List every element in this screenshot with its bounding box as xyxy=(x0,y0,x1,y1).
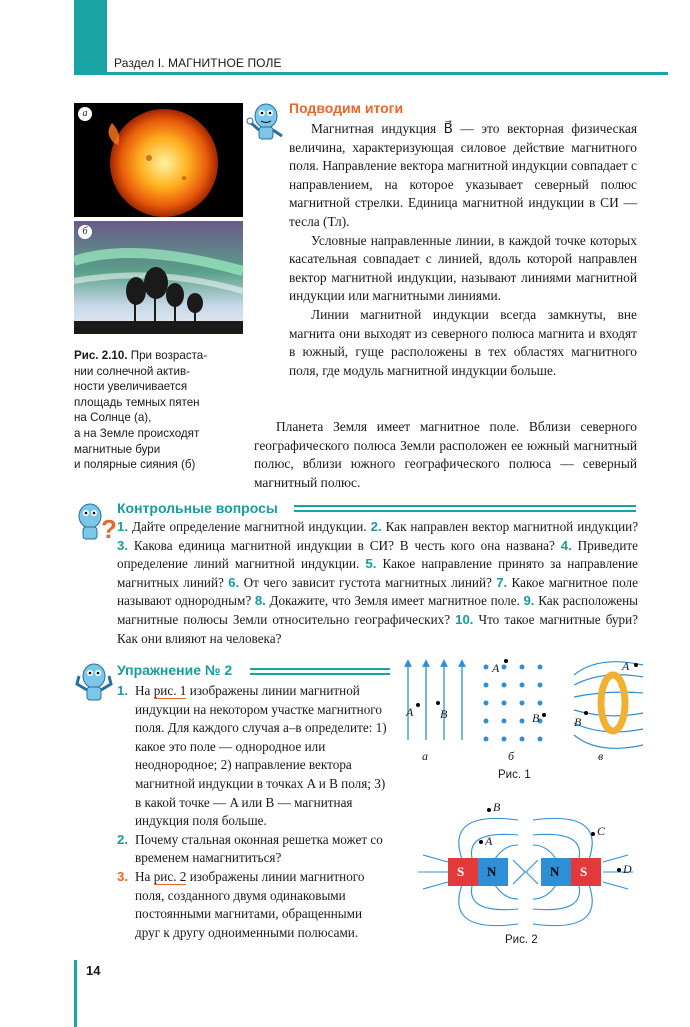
aurora-photo xyxy=(74,221,243,334)
field-lines-uniform xyxy=(408,663,462,740)
fig1b-point-b: B xyxy=(532,711,540,725)
figure-1 xyxy=(398,655,643,790)
questions-list xyxy=(117,518,638,648)
fig2-caption: Рис. 2 xyxy=(505,934,538,946)
figure-caption xyxy=(74,348,244,473)
exercise-text: Почему стальная оконная решетка может со временем намагнититься? xyxy=(135,831,383,866)
question-number: 10. xyxy=(455,611,474,627)
caption-line: а на Земле происходят xyxy=(74,426,200,440)
question-number: 2. xyxy=(370,519,382,534)
figure-ref-link[interactable]: рис. 1 xyxy=(153,683,187,698)
caption-line: на Солнце (а), xyxy=(74,411,152,425)
caption-line: нии солнечной актив- xyxy=(74,364,190,378)
questions-rule xyxy=(294,505,636,512)
mascot-summary-icon xyxy=(246,100,286,144)
fig2-point-a: A xyxy=(485,834,493,848)
header-rule xyxy=(74,72,668,75)
caption-line: площадь темных пятен xyxy=(74,395,200,409)
question-number: 7. xyxy=(496,574,508,590)
mascot-exercise-icon xyxy=(74,660,114,706)
exercise-text: изображены линии магнитной индукции на некотором участке магнитного поля. Для каждого случая а–в определите: 1) какое это поле — однородное или неоднородное; 2) направление вектора магнитной индукции в точках A и B поля; 3) в какой точке — A или B — магнитная индукция поля больше. xyxy=(135,683,387,829)
summary-paragraph: Линии магнитной индукции всегда замкнуты, вне магнита они выходят из северного полюса магнита и входят в южный, гуще расположены в тех областях магнитного поля, где модуль магнитной индукции больше. xyxy=(289,306,637,378)
summary-paragraph: Магнитная индукция B⃗ — это векторная физическая величина, характеризующая силовое действие магнитного поля. Направление вектора магнитной индукции совпадает с направлением, на которое указывает северный полюс магнитной стрелки. Единица магнитной индукции в СИ — тесла (Тл). xyxy=(289,121,637,229)
exercise-title: Упражнение № 2 xyxy=(117,662,233,678)
fig1a-point-a: A xyxy=(406,705,414,719)
photo-label-b: б xyxy=(78,225,92,239)
page-number: 14 xyxy=(86,963,101,978)
caption-number: Рис. 2.10. xyxy=(74,349,128,362)
exercise-number: 3. xyxy=(117,868,128,884)
fig1-caption: Рис. 1 xyxy=(498,769,531,781)
exercise-rule xyxy=(250,668,390,675)
fig2-point-c: C xyxy=(597,824,606,838)
summary-title: Подводим итоги xyxy=(289,100,404,116)
sun-photo xyxy=(74,103,243,217)
exercise-item xyxy=(117,868,387,942)
questions-title: Контрольные вопросы xyxy=(117,500,278,516)
question-text: Что такое магнитные бури? Как они влияют на человека? xyxy=(117,611,638,646)
question-number: 9. xyxy=(523,593,535,609)
question-text: Какова единица магнитной индукции в СИ? В честь кого она названа? xyxy=(133,537,555,553)
exercise-item xyxy=(117,831,387,868)
exercise-list xyxy=(117,682,387,942)
exercise-number: 1. xyxy=(117,683,128,698)
exercise-text: изображены линии магнитного поля, созданного двумя одинаковыми постоянными магнитами, обращенными друг к другу одноименными полюсами. xyxy=(135,868,365,940)
svg-text:?: ? xyxy=(101,514,117,544)
magnet-label-n2: N xyxy=(550,864,560,879)
fig1c-point-a: A xyxy=(622,659,630,673)
fig1-sub-c: в xyxy=(598,749,604,763)
exercise-number: 2. xyxy=(117,831,128,847)
fig1c-point-b: B xyxy=(574,715,582,729)
caption-line: ности увеличивается xyxy=(74,380,188,394)
fig1-sub-a: а xyxy=(422,749,428,763)
question-number: 4. xyxy=(560,537,572,553)
question-text: Дайте определение магнитной индукции. xyxy=(131,519,367,534)
exercise-text: На xyxy=(135,683,154,698)
exercise-text: На xyxy=(135,868,154,884)
question-number: 6. xyxy=(228,574,240,590)
current-ring xyxy=(601,675,625,731)
question-text: Как расположены магнитные полюсы Земли относительно географических? xyxy=(117,593,639,627)
magnet-label-s1: S xyxy=(457,864,465,879)
question-text: Как направлен вектор магнитной индукции? xyxy=(385,519,639,534)
question-number: 5. xyxy=(365,556,377,572)
fig1a-point-b: B xyxy=(440,707,448,721)
question-text: Приведите определение линий магнитной индукции. xyxy=(117,537,638,572)
fig1b-point-a: A xyxy=(492,661,500,675)
fig2-point-d: D xyxy=(623,862,632,876)
question-text: От чего зависит густота магнитных линий? xyxy=(243,574,492,590)
summary-body-wide xyxy=(254,418,637,492)
figure-ref-link[interactable]: рис. 2 xyxy=(153,868,187,884)
fig1-sub-b: б xyxy=(508,749,515,763)
caption-line: магнитные бури xyxy=(74,442,161,456)
caption-line: и полярные сияния (б) xyxy=(74,458,196,472)
question-number: 8. xyxy=(254,593,266,609)
question-text: Какое направление принято за направление магнитных линий? xyxy=(117,556,639,590)
section-header: Раздел I. МАГНИТНОЕ ПОЛЕ xyxy=(114,56,282,70)
summary-body xyxy=(289,120,637,380)
footer-accent-bar xyxy=(74,960,77,1027)
question-number: 1. xyxy=(117,519,128,534)
figure-2 xyxy=(413,800,638,952)
mascot-questions-icon xyxy=(74,500,117,544)
question-text: Докажите, что Земля имеет магнитное поле. xyxy=(269,593,520,609)
question-text: Какое магнитное поле называют однородным? xyxy=(117,574,638,609)
question-number: 3. xyxy=(117,537,128,553)
fig2-point-b: B xyxy=(493,800,501,814)
field-dots-grid xyxy=(484,665,543,742)
point-a-dot xyxy=(416,703,420,707)
magnet-label-n1: N xyxy=(487,864,497,879)
photo-label-a: а xyxy=(78,107,92,121)
magnet-label-s2: S xyxy=(580,864,588,879)
header-accent-bar xyxy=(74,0,107,72)
caption-line: При возраста- xyxy=(130,349,208,362)
summary-paragraph: Планета Земля имеет магнитное поле. Вблизи северного географического полюса Земли расположен ее южный магнитный полюс, вблизи южного географического полюса — северный магнитный полюс. xyxy=(254,419,637,490)
point-b-dot xyxy=(436,701,440,705)
exercise-item xyxy=(117,682,387,831)
summary-paragraph: Условные направленные линии, в каждой точке которых касательная совпадает с линией, вдоль которой направлен вектор магнитной индукции, называют линиями магнитной индукции или магнитными линиями. xyxy=(289,232,637,304)
